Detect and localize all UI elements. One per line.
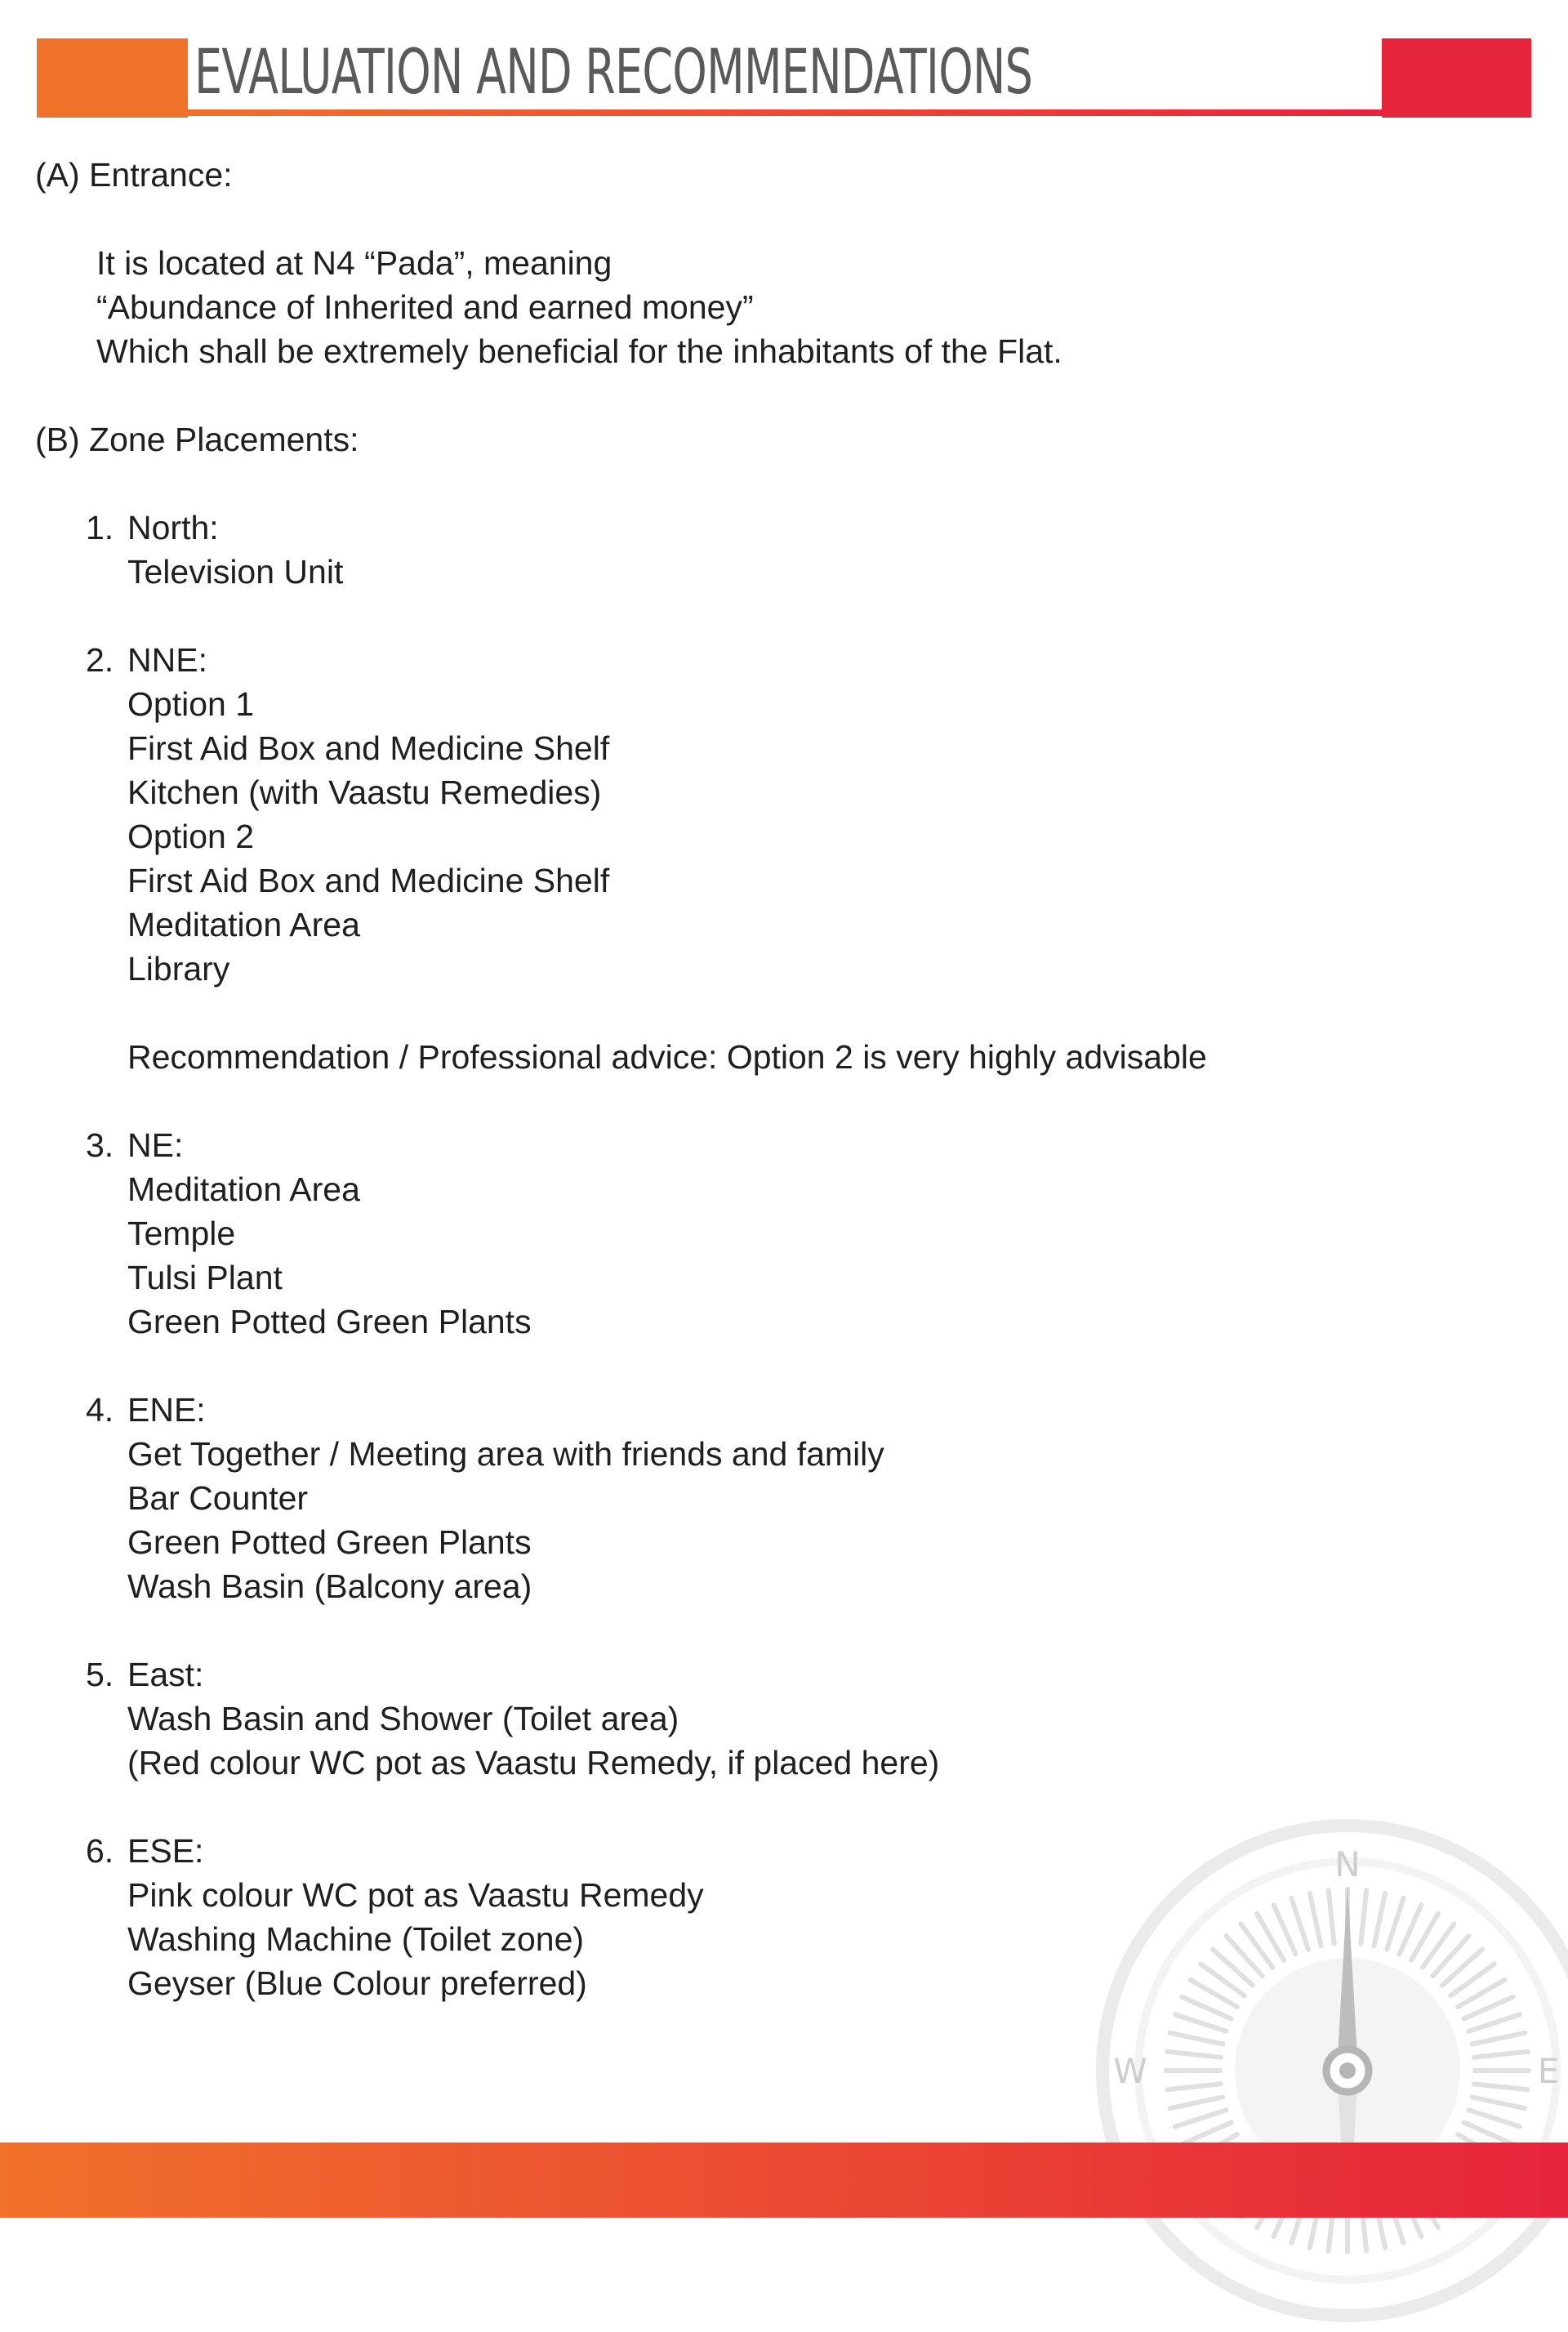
compass-tick	[1468, 2014, 1520, 2031]
zone-item: Geyser (Blue Colour preferred)	[127, 1964, 587, 2002]
compass-tick	[1472, 2097, 1526, 2108]
entrance-line: It is located at N4 “Pada”, meaning	[96, 244, 612, 282]
zone-item: Washing Machine (Toilet zone)	[127, 1920, 585, 1958]
compass-tick	[1361, 1890, 1366, 1944]
zone-number: 2.	[86, 641, 114, 679]
compass-tick	[1167, 2084, 1221, 2089]
zone-title-ene: ENE:	[127, 1391, 206, 1429]
page-title: EVALUATION AND RECOMMENDATIONS	[194, 35, 1033, 108]
zone-item: Get Together / Meeting area with friends and family	[127, 1435, 884, 1473]
zone-item: Kitchen (with Vaastu Remedies)	[127, 774, 602, 811]
compass-tick	[1291, 1898, 1307, 1950]
zone-item: Pink colour WC pot as Vaastu Remedy	[127, 1876, 704, 1914]
compass-tick	[1175, 2014, 1227, 2031]
zone-item: First Aid Box and Medicine Shelf	[127, 729, 610, 767]
compass-tick	[1474, 2052, 1528, 2058]
header-accent-left	[37, 38, 188, 118]
entrance-line: “Abundance of Inherited and earned money”	[96, 288, 754, 326]
zone-title-east: East:	[127, 1656, 204, 1693]
zone-number: 4.	[86, 1391, 114, 1429]
zone-item: Meditation Area	[127, 906, 360, 943]
compass-tick	[1329, 1890, 1334, 1944]
compass-label-north: N	[1334, 1844, 1361, 1884]
zone-item: Meditation Area	[127, 1170, 360, 1208]
footer-bar	[0, 2142, 1568, 2218]
entrance-line: Which shall be extremely beneficial for the inhabitants of the Flat.	[96, 332, 1062, 370]
compass-watermark-icon	[1086, 1809, 1568, 2332]
zone-item: Green Potted Green Plants	[127, 1303, 532, 1340]
zone-item: Wash Basin (Balcony area)	[127, 1567, 532, 1605]
compass-label-east: E	[1537, 2051, 1560, 2091]
zone-number: 6.	[86, 1832, 114, 1870]
recommendation-text: Recommendation / Professional advice: Option 2 is very highly advisable	[127, 1038, 1207, 1076]
compass-label-west: W	[1113, 2051, 1147, 2091]
zone-number: 1.	[86, 509, 114, 546]
header-accent-right	[1382, 38, 1531, 118]
zone-number: 5.	[86, 1656, 114, 1693]
zone-item: Library	[127, 950, 230, 988]
compass-tick	[1474, 2084, 1528, 2089]
zone-item: Television Unit	[127, 553, 344, 591]
zone-item: Bar Counter	[127, 1479, 309, 1517]
zone-item: Option 2	[127, 818, 254, 855]
zone-item: Tulsi Plant	[127, 1259, 283, 1296]
compass-tick	[1310, 1893, 1321, 1946]
zone-title-nne: NNE:	[127, 641, 207, 679]
zone-item: Green Potted Green Plants	[127, 1523, 532, 1561]
section-heading-entrance: (A) Entrance:	[35, 156, 233, 194]
zone-item: (Red colour WC pot as Vaastu Remedy, if placed here)	[127, 1744, 940, 1781]
zone-number: 3.	[86, 1126, 114, 1164]
compass-tick	[1374, 1893, 1385, 1946]
compass-tick	[1472, 2033, 1526, 2044]
compass-tick	[1170, 2097, 1223, 2108]
zone-item: Option 1	[127, 685, 254, 723]
zone-title-ese: ESE:	[127, 1832, 204, 1870]
section-heading-zones: (B) Zone Placements:	[35, 421, 359, 458]
zone-item: Wash Basin and Shower (Toilet area)	[127, 1700, 679, 1737]
compass-tick	[1387, 1898, 1403, 1950]
zone-item: Temple	[127, 1215, 236, 1252]
compass-tick	[1167, 2052, 1221, 2058]
compass-tick	[1170, 2033, 1223, 2044]
zone-item: First Aid Box and Medicine Shelf	[127, 862, 610, 899]
zone-title-ne: NE:	[127, 1126, 184, 1164]
compass-hub-center	[1339, 2062, 1356, 2079]
zone-title-north: North:	[127, 509, 219, 546]
compass-tick	[1468, 2110, 1520, 2126]
compass-tick	[1175, 2110, 1227, 2126]
